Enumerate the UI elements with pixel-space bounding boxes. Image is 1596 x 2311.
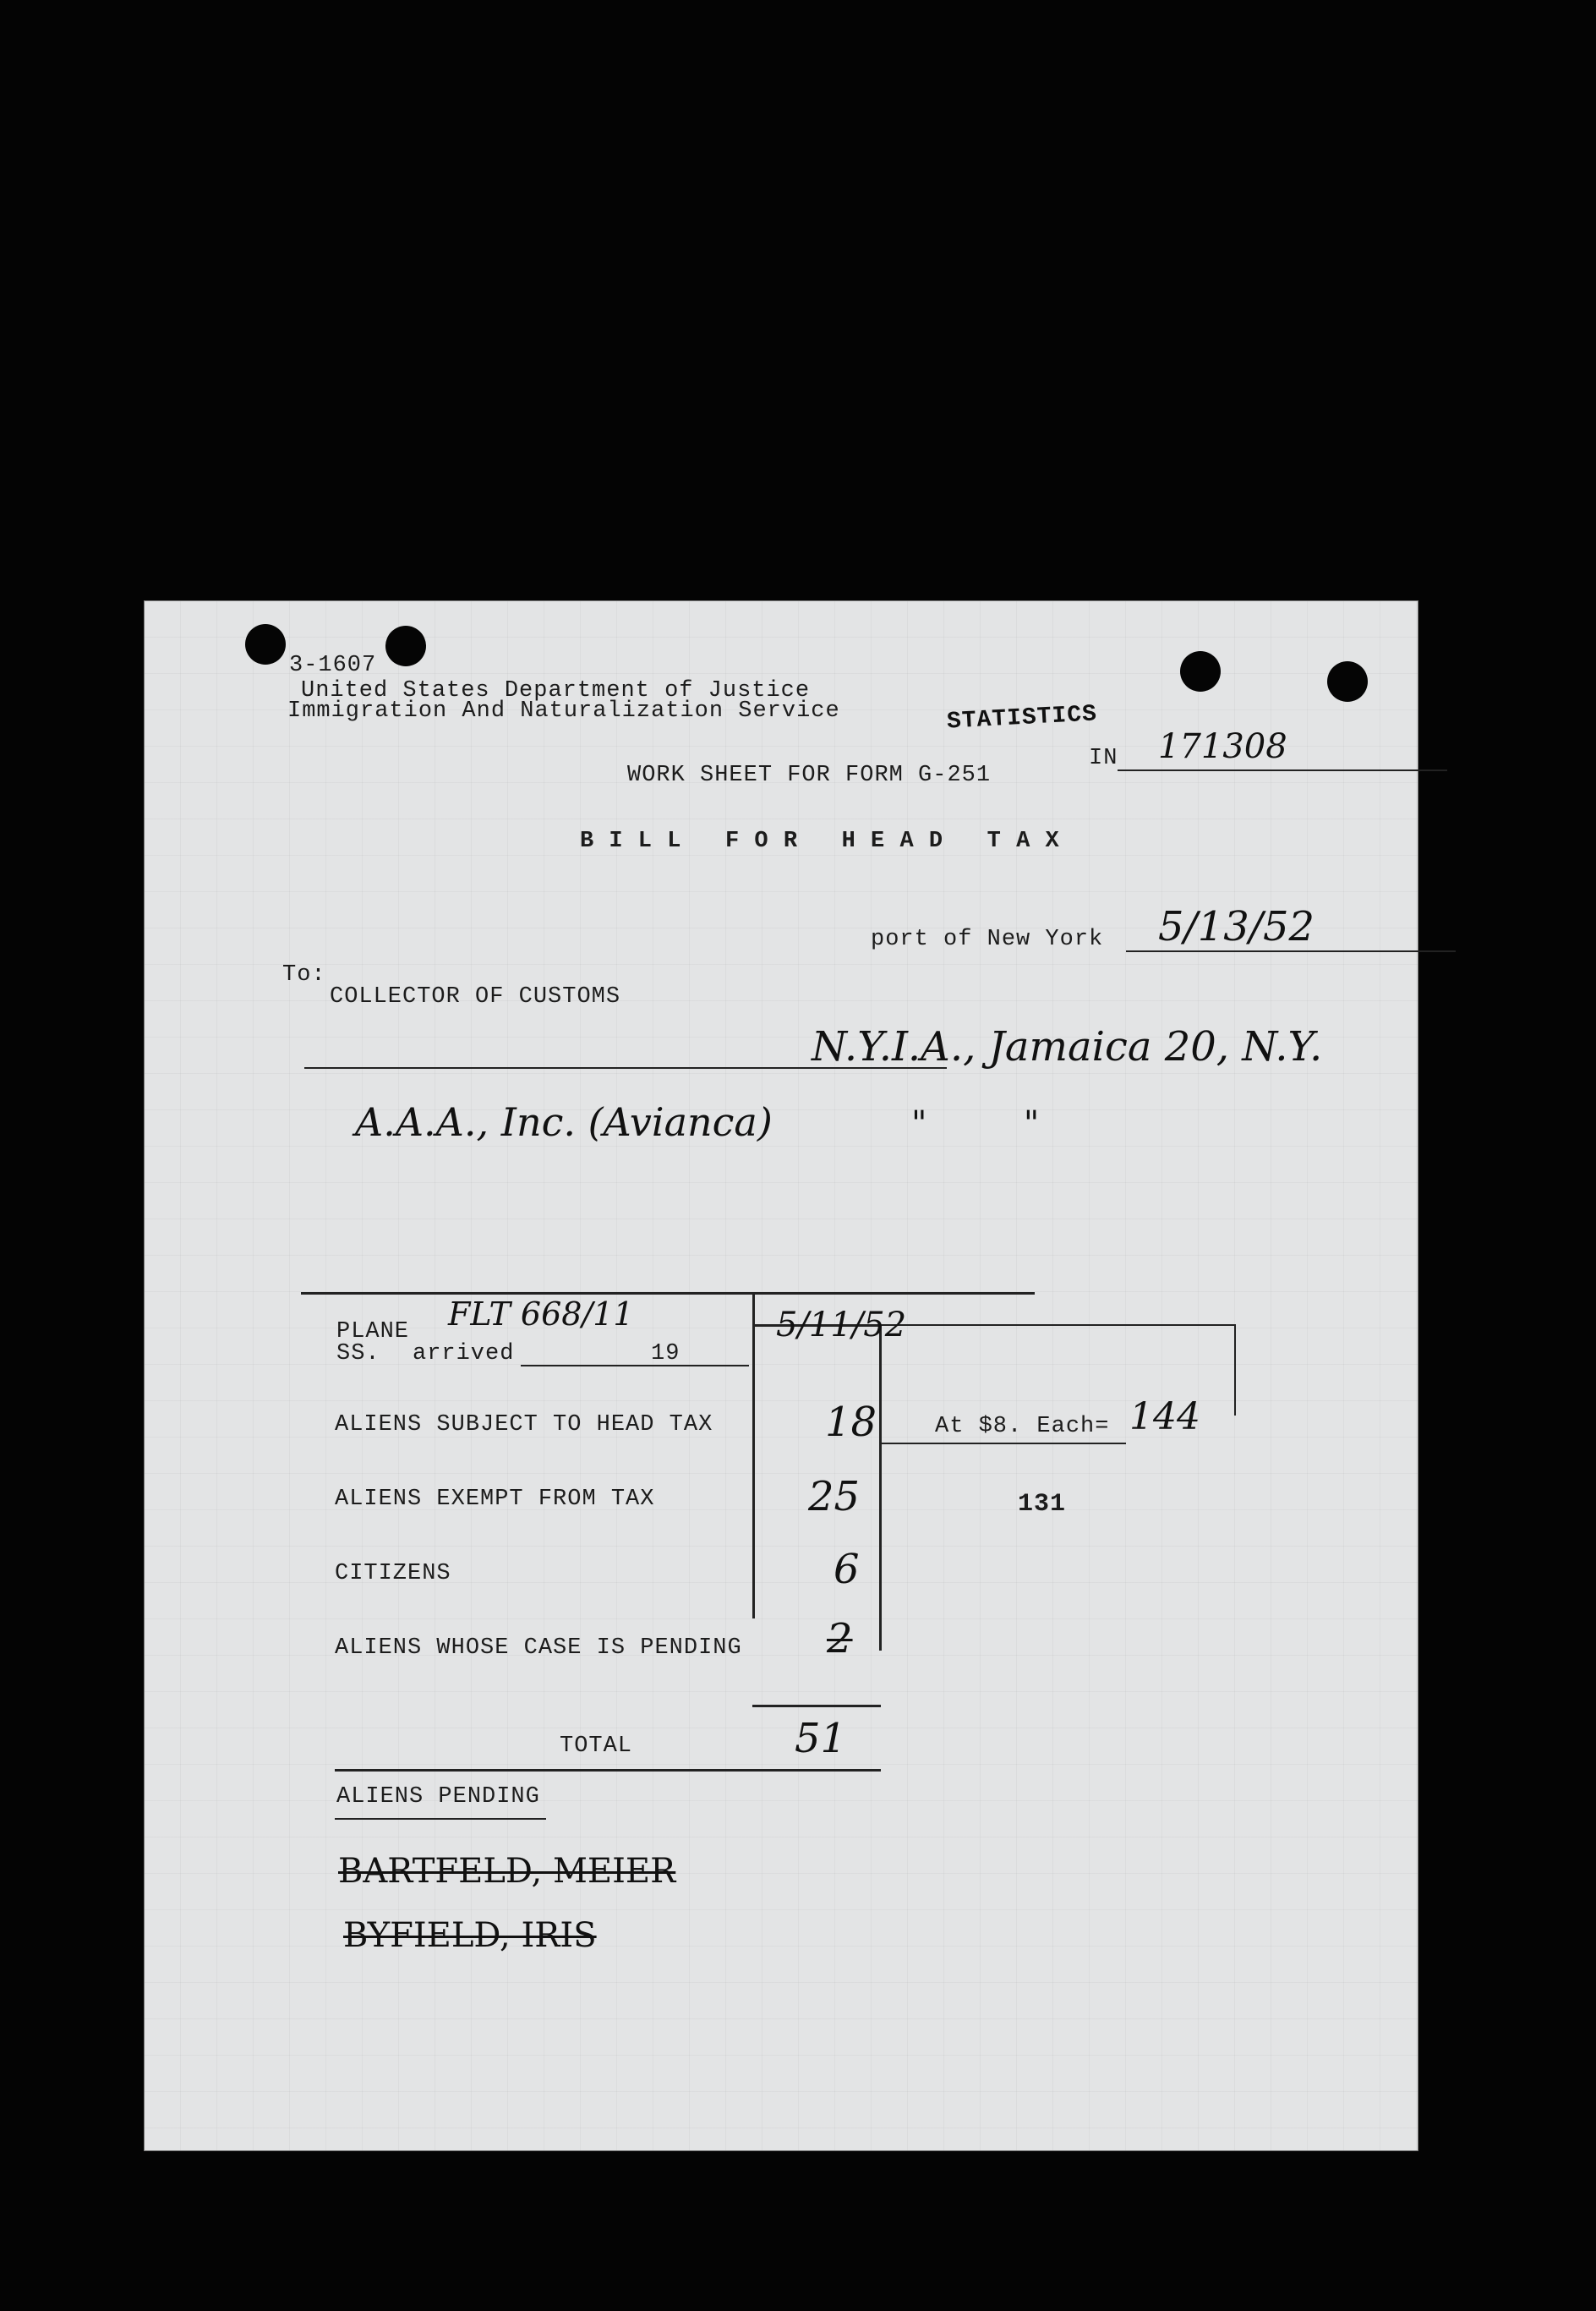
port-date-underline <box>1126 950 1456 952</box>
punch-hole <box>1180 651 1221 692</box>
rate-box-top <box>879 1324 1234 1326</box>
row-label-citizens: CITIZENS <box>335 1561 451 1586</box>
row-label-exempt: ALIENS EXEMPT FROM TAX <box>335 1487 655 1512</box>
row-value-citizens: 6 <box>834 1546 860 1593</box>
side-number: 131 <box>1018 1490 1067 1519</box>
service-name: Immigration And Naturalization Service <box>287 698 840 724</box>
statistics-stamp: STATISTICS <box>946 701 1098 736</box>
bill-title: B I L L F O R H E A D T A X <box>580 829 1060 854</box>
table-top-rule <box>301 1292 1035 1295</box>
aliens-pending-label: ALIENS PENDING <box>336 1784 540 1810</box>
arrived-label: arrived <box>413 1341 515 1366</box>
total-bottom-rule <box>335 1769 881 1772</box>
arrived-date: 5/11/52 <box>776 1306 907 1344</box>
row-label-subject-to-tax: ALIENS SUBJECT TO HEAD TAX <box>335 1412 713 1438</box>
punch-hole <box>1327 661 1368 702</box>
collector-of-customs: COLLECTOR OF CUSTOMS <box>330 984 621 1010</box>
company-handwritten: A.A.A., Inc. (Avianca) <box>355 1099 773 1145</box>
port-label: port of New York <box>871 927 1104 952</box>
total-row-top <box>752 1705 881 1707</box>
in-number: 171308 <box>1158 727 1287 766</box>
aliens-pending-underline <box>335 1818 546 1820</box>
pending-name-2: BYFIELD, IRIS <box>343 1916 597 1955</box>
plane-label: PLANE <box>336 1319 410 1344</box>
rate-box-bottom <box>881 1443 1126 1444</box>
pending-name-1: BARTFELD, MEIER <box>338 1852 676 1891</box>
total-label: TOTAL <box>560 1733 633 1759</box>
ss-label: SS. <box>336 1341 380 1366</box>
row-value-pending: 2 <box>827 1615 853 1662</box>
document-page <box>144 600 1418 2151</box>
punch-hole <box>245 624 286 665</box>
row-value-subject-to-tax: 18 <box>825 1399 877 1446</box>
ditto-marks: " " <box>911 1104 1040 1143</box>
address-handwritten: N.Y.I.A., Jamaica 20, N.Y. <box>812 1023 1323 1071</box>
total-value: 51 <box>795 1715 847 1762</box>
to-label: To: <box>282 962 326 988</box>
form-number: 3-1607 <box>289 653 377 678</box>
work-sheet-title: WORK SHEET FOR FORM G-251 <box>627 763 992 788</box>
punch-hole <box>385 626 426 666</box>
value-column-left <box>752 1292 755 1618</box>
arrived-underline <box>521 1365 749 1366</box>
port-date: 5/13/52 <box>1158 903 1315 950</box>
department-name: United States Department of Justice <box>301 678 811 704</box>
value-column-right <box>879 1324 882 1651</box>
plane-value: FLT 668/11 <box>448 1295 634 1333</box>
rate-amount: 144 <box>1129 1395 1200 1438</box>
in-label: IN <box>1089 746 1118 771</box>
in-number-underline <box>1118 769 1447 771</box>
rate-box-right <box>1234 1324 1236 1416</box>
row-value-exempt: 25 <box>808 1473 861 1520</box>
rate-label: At $8. Each= <box>935 1414 1110 1439</box>
year-prefix: 19 <box>651 1341 680 1366</box>
row-label-pending: ALIENS WHOSE CASE IS PENDING <box>335 1635 742 1661</box>
